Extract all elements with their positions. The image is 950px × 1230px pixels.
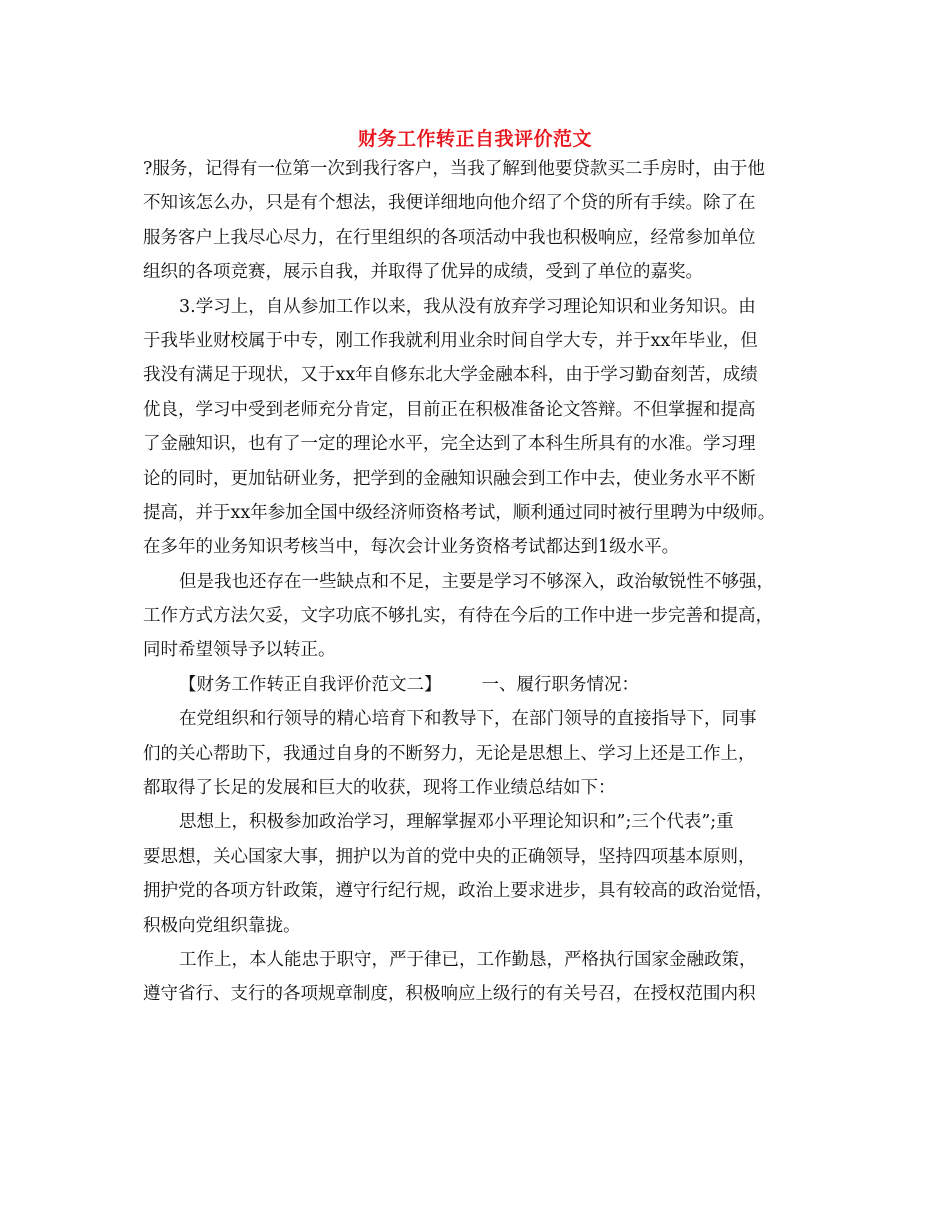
text-line: 服务客户上我尽心尽力，在行里组织的各项活动中我也积极响应，经常参加单位 bbox=[143, 227, 756, 248]
text-line: 遵守省行、支行的各项规章制度，积极响应上级行的有关号召，在授权范围内积 bbox=[143, 984, 756, 1005]
text-line: 工作上，本人能忠于职守，严于律已，工作勤恳，严格执行国家金融政策， bbox=[179, 949, 757, 970]
paragraph-block-1 bbox=[143, 152, 815, 668]
document-body bbox=[143, 152, 815, 1012]
text-line: 们的关心帮助下，我通过自身的不断努力，无论是思想上、学习上还是工作上， bbox=[143, 743, 756, 764]
text-line: 在多年的业务知识考核当中，每次会计业务资格考试都达到1级水平。 bbox=[143, 537, 680, 558]
section-subheading: 一、履行职务情况： bbox=[481, 674, 639, 695]
text-line: 组织的各项竞赛，展示自我，并取得了优异的成绩，受到了单位的嘉奖。 bbox=[143, 262, 703, 283]
text-line: 同时希望领导予以转正。 bbox=[143, 640, 336, 661]
text-line: 优良，学习中受到老师充分肯定，目前正在积极准备论文答辩。不但掌握和提高 bbox=[143, 399, 756, 420]
text-line: 拥护党的各项方针政策，遵守行纪行规，政治上要求进步，具有较高的政治觉悟， bbox=[143, 881, 773, 902]
paragraph-block-2 bbox=[143, 702, 815, 1012]
text-line: 但是我也还存在一些缺点和不足，主要是学习不够深入，政治敏锐性不够强， bbox=[179, 571, 774, 592]
text-line: 论的同时，更加钻研业务，把学到的金融知识融会到工作中去，使业务水平不断 bbox=[143, 468, 756, 489]
text-line: 我没有满足于现状，又于xx年自修东北大学金融本科，由于学习勤奋刻苦，成绩 bbox=[143, 365, 758, 386]
text-line: ?服务，记得有一位第一次到我行客户，当我了解到他要贷款买二手房时，由于他 bbox=[143, 159, 765, 179]
text-line: 提高，并于xx年参加全国中级经济师资格考试，顺利通过同时被行里聘为中级师。 bbox=[143, 502, 776, 523]
section-heading-line bbox=[143, 668, 815, 702]
text-line: 积极向党组织靠拢。 bbox=[143, 915, 301, 936]
text-line: 3.学习上，自从参加工作以来，我从没有放弃学习理论知识和业务知识。由 bbox=[179, 296, 756, 317]
section-heading: 【财务工作转正自我评价范文二】 bbox=[179, 674, 442, 695]
document-title: 财务工作转正自我评价范文 bbox=[357, 128, 592, 150]
text-line: 工作方式方法欠妥，文字功底不够扎实，有待在今后的工作中进一步完善和提高， bbox=[143, 606, 773, 627]
text-line: 都取得了长足的发展和巨大的收获，现将工作业绩总结如下： bbox=[143, 778, 616, 799]
text-line: 了金融知识，也有了一定的理论水平，完全达到了本科生所具有的水准。学习理 bbox=[143, 434, 756, 455]
text-line: 要思想，关心国家大事，拥护以为首的党中央的正确领导，坚持四项基本原则， bbox=[143, 846, 756, 867]
text-line: 于我毕业财校属于中专，刚工作我就利用业余时间自学大专，并于xx年毕业，但 bbox=[143, 330, 758, 351]
text-line: 思想上，积极参加政治学习，理解掌握邓小平理论知识和”;三个代表”;重 bbox=[179, 812, 734, 833]
text-line: 在党组织和行领导的精心培育下和教导下，在部门领导的直接指导下，同事 bbox=[179, 709, 757, 730]
text-line: 不知该怎么办，只是有个想法，我便详细地向他介绍了个贷的所有手续。除了在 bbox=[143, 193, 756, 214]
